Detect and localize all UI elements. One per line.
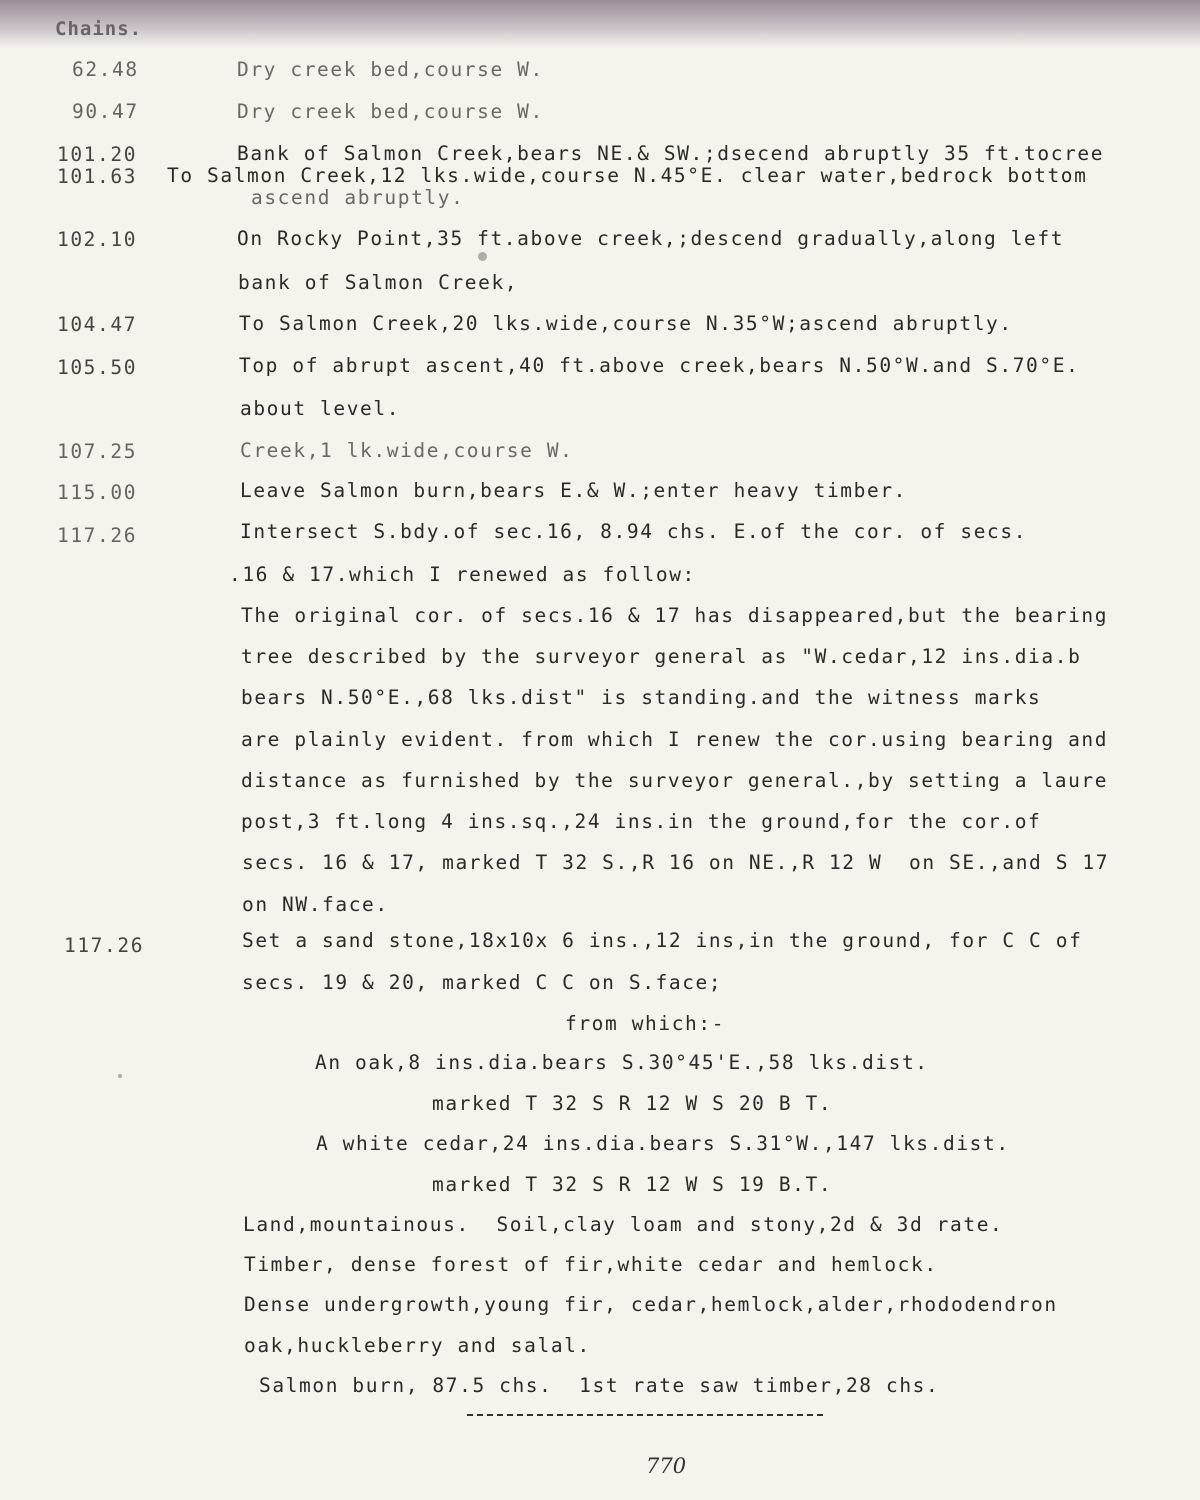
entry-text: Dry creek bed,course W. xyxy=(237,100,544,123)
entry-text: An oak,8 ins.dia.bears S.30°45'E.,58 lks.dist. xyxy=(315,1051,929,1074)
entry-text: post,3 ft.long 4 ins.sq.,24 ins.in the ground,for the cor.of xyxy=(241,810,1042,833)
entry-text: oak,huckleberry and salal. xyxy=(244,1334,591,1357)
entry-distance: 117.26 xyxy=(64,934,145,957)
entry-text: bank of Salmon Creek, xyxy=(238,271,519,294)
entry-text: bears N.50°E.,68 lks.dist" is standing.and the witness marks xyxy=(241,686,1042,709)
entry-distance: 90.47 xyxy=(72,100,139,123)
entry-distance: 102.10 xyxy=(57,228,138,251)
entry-distance: 115.00 xyxy=(57,481,138,504)
entry-distance: 107.25 xyxy=(57,440,138,463)
ink-spot xyxy=(478,252,487,261)
entry-text: Set a sand stone,18x10x 6 ins.,12 ins,in the ground, for C C of xyxy=(242,929,1083,952)
entry-text: Timber, dense forest of fir,white cedar and hemlock. xyxy=(244,1253,938,1276)
closing-rule xyxy=(467,1414,823,1416)
entry-text: secs. 19 & 20, marked C C on S.face; xyxy=(242,971,723,994)
entry-text: are plainly evident. from which I renew the cor.using bearing and xyxy=(241,728,1109,751)
entry-distance: 105.50 xyxy=(57,356,138,379)
entry-text: marked T 32 S R 12 W S 20 B T. xyxy=(432,1092,833,1115)
entry-text: from which:- xyxy=(565,1012,726,1035)
entry-text: On Rocky Point,35 ft.above creek,;descend gradually,along left xyxy=(237,227,1065,250)
ink-spot xyxy=(118,1074,122,1078)
entry-text: Salmon burn, 87.5 chs. 1st rate saw timber,28 chs. xyxy=(259,1374,940,1397)
entry-text: .16 & 17.which I renewed as follow: xyxy=(229,563,696,586)
entry-distance: 117.26 xyxy=(57,524,138,547)
entry-text: Dry creek bed,course W. xyxy=(237,58,544,81)
entry-text: distance as furnished by the surveyor general.,by setting a laure xyxy=(241,769,1109,792)
entry-distance: 101.20 xyxy=(57,143,138,166)
entry-text: secs. 16 & 17, marked T 32 S.,R 16 on NE.,R 12 W on SE.,and S 17 xyxy=(242,851,1110,874)
entry-text: Dense undergrowth,young fir, cedar,hemlock,alder,rhododendron xyxy=(244,1293,1058,1316)
entry-text: The original cor. of secs.16 & 17 has disappeared,but the bearing xyxy=(241,604,1109,627)
column-header: Chains. xyxy=(55,18,143,40)
entry-text: Leave Salmon burn,bears E.& W.;enter heavy timber. xyxy=(240,479,907,502)
scan-top-shadow xyxy=(0,0,1200,48)
entry-text: Bank of Salmon Creek,bears NE.& SW.;dsecend abruptly 35 ft.tocree xyxy=(237,142,1105,165)
entry-text: tree described by the surveyor general as "W.cedar,12 ins.dia.b xyxy=(241,645,1082,668)
entry-distance: 101.63 xyxy=(57,165,138,188)
entry-text: To Salmon Creek,12 lks.wide,course N.45°E. clear water,bedrock bottom xyxy=(167,164,1088,187)
entry-distance: 104.47 xyxy=(57,313,138,336)
entry-text: Intersect S.bdy.of sec.16, 8.94 chs. E.of the cor. of secs. xyxy=(240,520,1028,543)
entry-text: Land,mountainous. Soil,clay loam and stony,2d & 3d rate. xyxy=(243,1213,1004,1236)
page-number: 770 xyxy=(646,1454,687,1478)
entry-distance: 62.48 xyxy=(72,58,139,81)
entry-text: marked T 32 S R 12 W S 19 B.T. xyxy=(432,1173,833,1196)
entry-text: A white cedar,24 ins.dia.bears S.31°W.,147 lks.dist. xyxy=(316,1132,1010,1155)
entry-text: Top of abrupt ascent,40 ft.above creek,bears N.50°W.and S.70°E. xyxy=(239,354,1080,377)
entry-text: To Salmon Creek,20 lks.wide,course N.35°W;ascend abruptly. xyxy=(239,312,1013,335)
entry-text: on NW.face. xyxy=(242,893,389,916)
entry-text: about level. xyxy=(240,397,401,420)
entry-text: ascend abruptly. xyxy=(251,186,465,209)
entry-text: Creek,1 lk.wide,course W. xyxy=(240,439,574,462)
